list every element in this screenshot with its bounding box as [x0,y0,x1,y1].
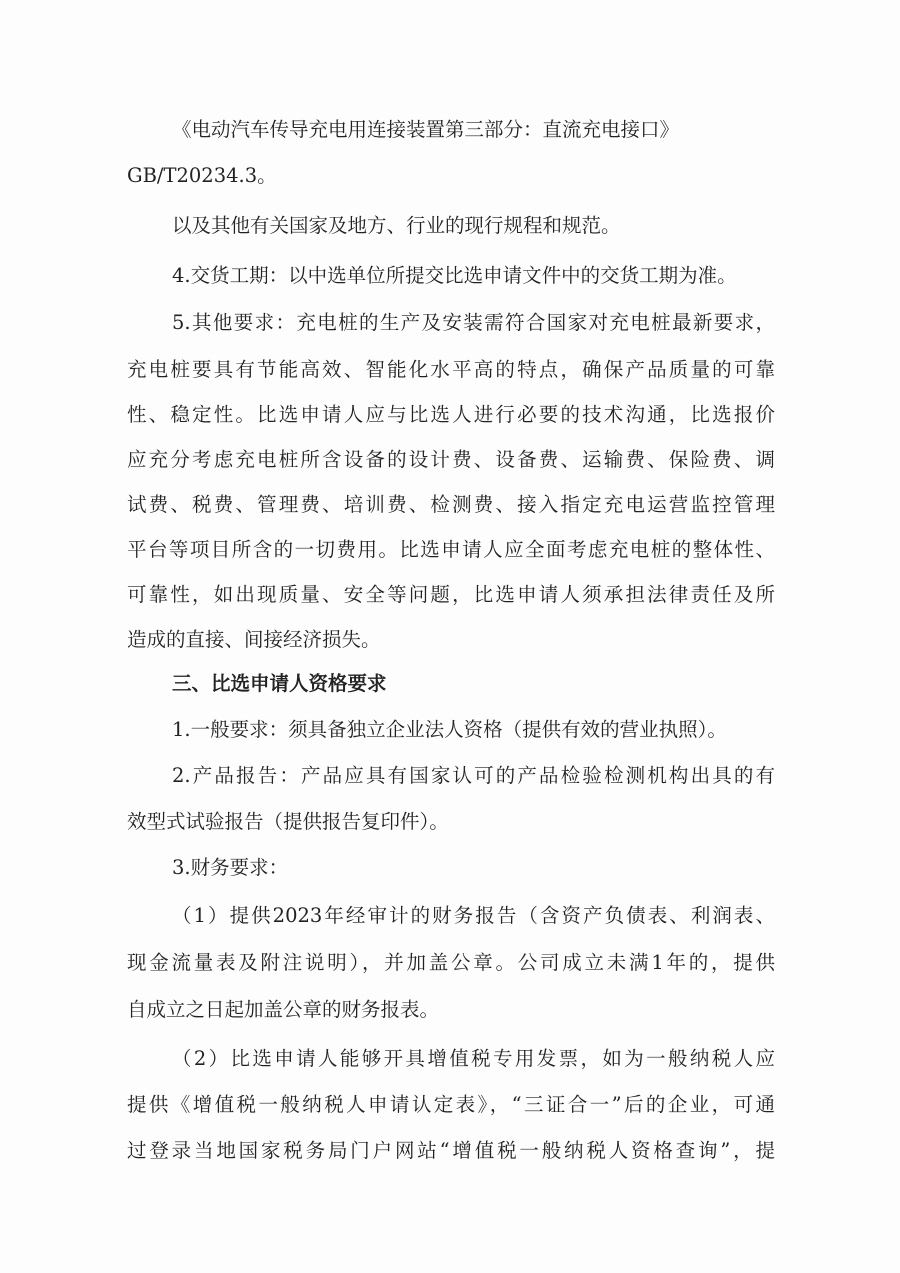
paragraph-line: 性、稳定性。比选申请人应与比选人进行必要的技术沟通，比选报价 [127,403,775,426]
section-heading: 三、比选申请人资格要求 [172,672,387,695]
paragraph-line: 提供《增值税一般纳税人申请认定表》，“三证合一”后的企业，可通 [127,1093,775,1116]
paragraph-line: 现金流量表及附注说明），并加盖公章。公司成立未满1年的，提供 [127,951,775,974]
paragraph-line: （1）提供2023年经审计的财务报告（含资产负债表、利润表、 [172,904,775,927]
paragraph-line: 5.其他要求：充电桩的生产及安装需符合国家对充电桩最新要求， [172,311,775,334]
paragraph-line: 应充分考虑充电桩所含设备的设计费、设备费、运输费、保险费、调 [127,448,775,471]
paragraph-line: 过登录当地国家税务局门户网站“增值税一般纳税人资格查询”，提 [127,1139,775,1162]
paragraph-line: 《电动汽车传导充电用连接装置第三部分：直流充电接口》 [172,118,680,141]
paragraph-line: 1.一般要求：须具备独立企业法人资格（提供有效的营业执照）。 [172,718,727,741]
paragraph-line: 3.财务要求： [172,856,289,879]
paragraph-line: 自成立之日起加盖公章的财务报表。 [127,998,440,1021]
paragraph-line: 4.交货工期：以中选单位所提交比选申请文件中的交货工期为准。 [172,264,737,287]
paragraph-line: 以及其他有关国家及地方、行业的现行规程和规范。 [172,214,621,237]
paragraph-line: 效型式试验报告（提供报告复印件）。 [127,810,449,833]
paragraph-line: （2）比选申请人能够开具增值税专用发票，如为一般纳税人应 [172,1047,775,1070]
paragraph-line: 试费、税费、管理费、培训费、检测费、接入指定充电运营监控管理 [127,493,775,516]
paragraph-line: 造成的直接、间接经济损失。 [127,628,381,651]
paragraph-line: 平台等项目所含的一切费用。比选申请人应全面考虑充电桩的整体性、 [127,538,775,561]
paragraph-line: 充电桩要具有节能高效、智能化水平高的特点，确保产品质量的可靠 [127,358,775,381]
paragraph-line: 2.产品报告：产品应具有国家认可的产品检验检测机构出具的有 [172,764,775,787]
paragraph-line: GB/T20234.3。 [127,164,277,187]
paragraph-line: 可靠性，如出现质量、安全等问题，比选申请人须承担法律责任及所 [127,583,775,606]
